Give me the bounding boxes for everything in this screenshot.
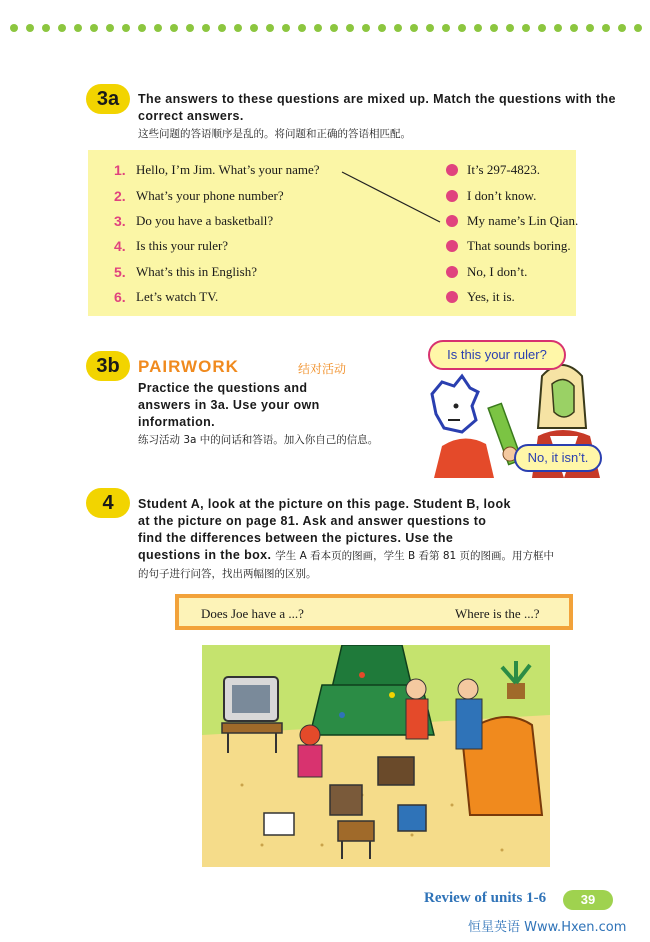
answer-dot-2[interactable] bbox=[446, 190, 458, 202]
instruction-4-line1: Student A, look at the picture on this page. Student B, look bbox=[138, 497, 511, 511]
answer-2: I don’t know. bbox=[467, 188, 537, 203]
instruction-4-cn-line2: 的句子进行问答，找出两幅图的区别。 bbox=[138, 568, 317, 580]
instruction-4-line2: at the picture on page 81. Ask and answer questions to bbox=[138, 514, 487, 528]
question-1: Hello, I’m Jim. What’s your name? bbox=[136, 162, 320, 177]
answer-1: It’s 297-4823. bbox=[467, 162, 540, 177]
answer-dot-5[interactable] bbox=[446, 266, 458, 278]
instruction-3b-line3: information. bbox=[138, 415, 216, 429]
question-number-4: 4. bbox=[114, 238, 126, 254]
question-3: Do you have a basketball? bbox=[136, 213, 274, 228]
instruction-3b-line2: answers in 3a. Use your own bbox=[138, 398, 320, 412]
instruction-4 bbox=[138, 496, 618, 583]
question-number-3: 3. bbox=[114, 213, 126, 229]
answer-4: That sounds boring. bbox=[467, 238, 571, 253]
answer-5: No, I don’t. bbox=[467, 264, 528, 279]
question-number-6: 6. bbox=[114, 289, 126, 305]
question-number-1: 1. bbox=[114, 162, 126, 178]
phrase-1: Does Joe have a ...? bbox=[201, 606, 304, 621]
instruction-3b bbox=[138, 380, 408, 449]
answer-dot-4[interactable] bbox=[446, 240, 458, 252]
instruction-3a-cn: 这些问题的答语顺序是乱的。将问题和正确的答语相匹配。 bbox=[138, 128, 411, 140]
instruction-3a-text: The answers to these questions are mixed up. Match the questions with the correct answers. bbox=[138, 92, 616, 123]
exercise-badge-3a: 3a bbox=[86, 84, 130, 114]
answer-6: Yes, it is. bbox=[467, 289, 515, 304]
question-6: Let’s watch TV. bbox=[136, 289, 219, 304]
answer-dot-6[interactable] bbox=[446, 291, 458, 303]
speech-bubble-question: Is this your ruler? bbox=[428, 340, 566, 370]
pairwork-title-cn: 结对活动 bbox=[298, 362, 347, 376]
site-watermark: 恒星英语 Www.Hxen.com bbox=[468, 920, 627, 935]
instruction-4-line4: questions in the box. bbox=[138, 548, 272, 562]
instruction-3b-cn: 练习活动 3a 中的问话和答语。加入你自己的信息。 bbox=[138, 434, 379, 446]
party-scene-illustration bbox=[202, 645, 550, 867]
question-2: What’s your phone number? bbox=[136, 188, 284, 203]
instruction-4-cn: 学生 A 看本页的图画，学生 B 看第 81 页的图画。用方框中 bbox=[275, 550, 555, 562]
answer-dot-1[interactable] bbox=[446, 164, 458, 176]
answer-dot-3[interactable] bbox=[446, 215, 458, 227]
pairwork-title: PAIRWORK bbox=[138, 357, 239, 376]
instruction-4-line3: find the differences between the pictures. Use the bbox=[138, 531, 454, 545]
question-4: Is this your ruler? bbox=[136, 238, 229, 253]
question-5: What’s this in English? bbox=[136, 264, 257, 279]
phrase-box bbox=[175, 594, 573, 630]
footer-unit-title: Review of units 1-6 bbox=[424, 890, 547, 906]
instruction-3b-line1: Practice the questions and bbox=[138, 381, 308, 395]
question-number-2: 2. bbox=[114, 188, 126, 204]
question-number-5: 5. bbox=[114, 264, 126, 280]
speech-bubble-answer: No, it isn’t. bbox=[514, 444, 602, 472]
answer-3: My name’s Lin Qian. bbox=[467, 213, 579, 228]
exercise-badge-3b: 3b bbox=[86, 351, 130, 381]
phrase-2: Where is the ...? bbox=[455, 606, 540, 621]
page-number: 39 bbox=[563, 890, 613, 910]
exercise-badge-4: 4 bbox=[86, 488, 130, 518]
